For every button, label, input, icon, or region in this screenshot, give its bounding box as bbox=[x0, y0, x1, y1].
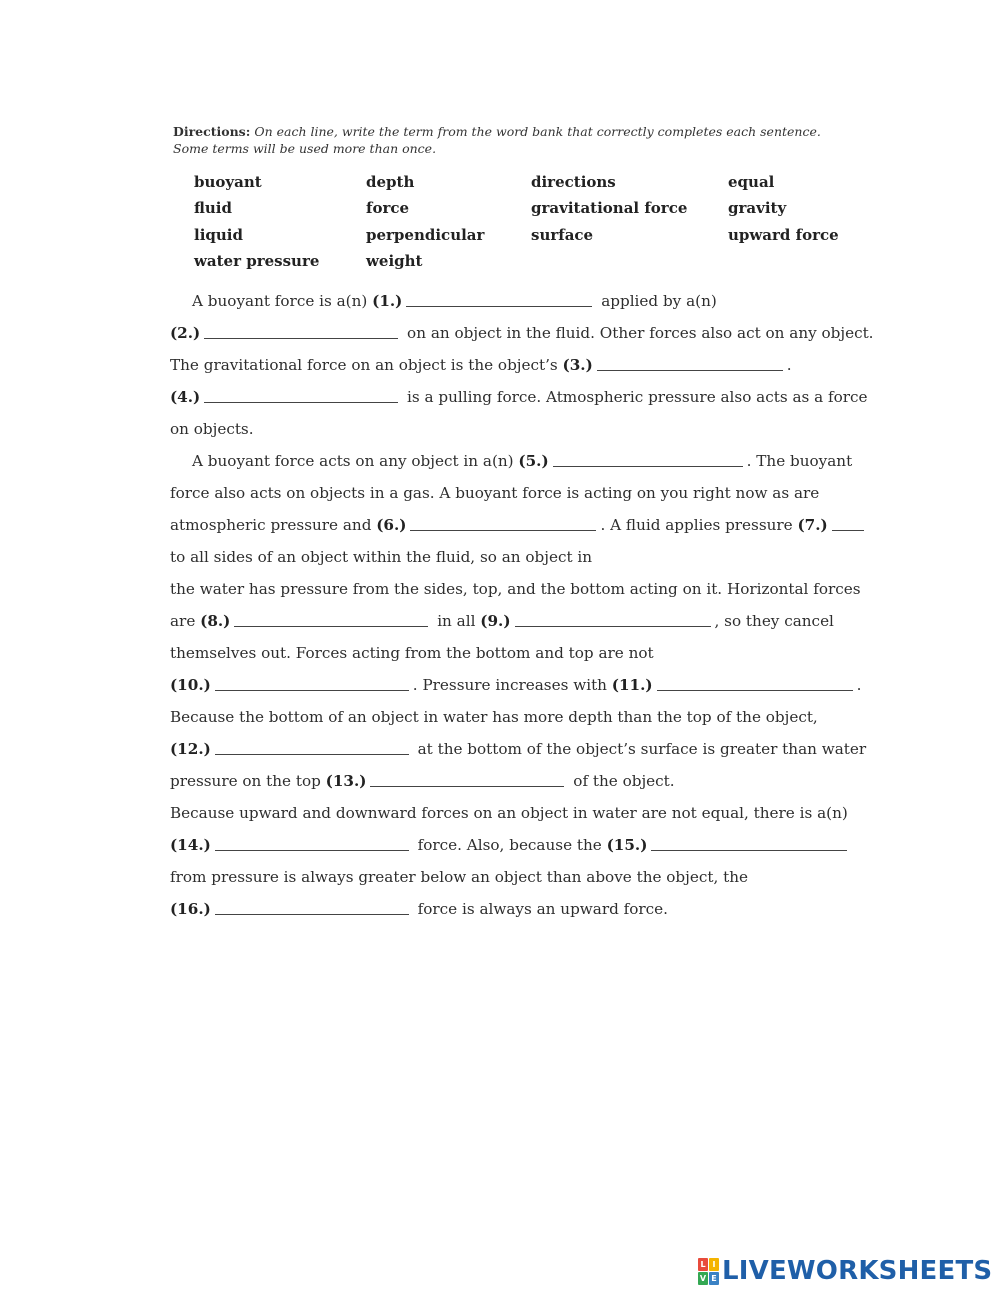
item-number: (15.) bbox=[606, 836, 648, 854]
item-number: (9.) bbox=[480, 612, 511, 630]
answer-blank-14[interactable] bbox=[215, 836, 409, 851]
text: force is always an upward force. bbox=[412, 900, 668, 918]
text: applied by a(n) bbox=[596, 292, 717, 310]
logo-mark-letter: L bbox=[698, 1258, 708, 1271]
text: of the object. bbox=[568, 772, 675, 790]
answer-blank-2[interactable] bbox=[204, 324, 398, 339]
text: Because the bottom of an object in water has more depth than the top of the object, bbox=[170, 708, 818, 726]
answer-blank-10[interactable] bbox=[215, 676, 409, 691]
passage-line bbox=[170, 419, 254, 439]
item-number: (1.) bbox=[372, 292, 403, 310]
text: . bbox=[856, 676, 862, 694]
item-number: (7.) bbox=[797, 516, 828, 534]
answer-blank-1[interactable] bbox=[406, 292, 592, 307]
passage-line bbox=[170, 483, 819, 503]
word-bank-item: buoyant bbox=[194, 173, 262, 191]
item-number: (11.) bbox=[611, 676, 653, 694]
passage-line bbox=[170, 355, 792, 375]
passage-line bbox=[170, 387, 868, 407]
item-number: (2.) bbox=[170, 324, 201, 342]
item-number: (10.) bbox=[170, 676, 211, 694]
logo-mark-letter: I bbox=[709, 1258, 719, 1271]
passage-line bbox=[170, 707, 818, 727]
text: . bbox=[786, 356, 792, 374]
text: The gravitational force on an object is the object’s bbox=[170, 356, 563, 374]
answer-blank-5[interactable] bbox=[553, 452, 743, 467]
text: on objects. bbox=[170, 420, 254, 438]
answer-blank-15[interactable] bbox=[651, 836, 847, 851]
text: themselves out. Forces acting from the bottom and top are not bbox=[170, 644, 654, 662]
word-bank-item: gravitational force bbox=[531, 199, 688, 217]
text: from pressure is always greater below an object than above the object, the bbox=[170, 868, 748, 886]
text: , so they cancel bbox=[714, 612, 834, 630]
text: Because upward and downward forces on an object in water are not equal, there is a(n) bbox=[170, 804, 848, 822]
word-bank-item: surface bbox=[531, 226, 594, 244]
answer-blank-7[interactable] bbox=[832, 516, 864, 531]
word-bank-item: equal bbox=[728, 173, 775, 191]
passage-line bbox=[192, 451, 852, 471]
answer-blank-8[interactable] bbox=[234, 612, 428, 627]
passage-line bbox=[170, 771, 675, 791]
text: to all sides of an object within the fluid, so an object in bbox=[170, 548, 593, 566]
text: in all bbox=[432, 612, 481, 630]
word-bank-item: force bbox=[366, 199, 410, 217]
passage-line bbox=[170, 643, 654, 663]
passage-line bbox=[170, 835, 851, 855]
item-number: (14.) bbox=[170, 836, 211, 854]
directions-text: On each line, write the term from the word bank that correctly completes each sentence. Some terms will be used more than once. bbox=[173, 124, 821, 156]
text: pressure on the top bbox=[170, 772, 326, 790]
directions bbox=[173, 123, 833, 157]
logo-mark-icon bbox=[698, 1258, 719, 1285]
passage-line bbox=[170, 323, 874, 343]
item-number: (6.) bbox=[376, 516, 407, 534]
passage-line bbox=[170, 611, 834, 631]
text: at the bottom of the object’s surface is greater than water bbox=[412, 740, 867, 758]
passage-line bbox=[170, 867, 748, 887]
item-number: (12.) bbox=[170, 740, 211, 758]
logo-text: LIVEWORKSHEETS bbox=[722, 1256, 993, 1286]
answer-blank-3[interactable] bbox=[597, 356, 783, 371]
text: . Pressure increases with bbox=[412, 676, 612, 694]
logo-mark-letter: V bbox=[699, 1273, 707, 1283]
text: atmospheric pressure and bbox=[170, 516, 377, 534]
word-bank-item: depth bbox=[366, 173, 415, 191]
answer-blank-6[interactable] bbox=[410, 516, 596, 531]
passage-line bbox=[170, 515, 868, 535]
word-bank-item: gravity bbox=[728, 199, 787, 217]
item-number: (16.) bbox=[170, 900, 211, 918]
item-number: (8.) bbox=[200, 612, 231, 630]
passage-line bbox=[170, 739, 866, 759]
text: . The buoyant bbox=[746, 452, 853, 470]
answer-blank-16[interactable] bbox=[215, 900, 409, 915]
passage-line bbox=[170, 675, 861, 695]
answer-blank-13[interactable] bbox=[370, 772, 564, 787]
word-bank-item: directions bbox=[531, 173, 616, 191]
item-number: (4.) bbox=[170, 388, 201, 406]
word-bank-item: weight bbox=[366, 252, 423, 270]
text: A buoyant force acts on any object in a(n) bbox=[192, 452, 519, 470]
word-bank-item: perpendicular bbox=[366, 226, 485, 244]
text: . A fluid applies pressure bbox=[600, 516, 798, 534]
answer-blank-4[interactable] bbox=[204, 388, 398, 403]
word-bank-item: upward force bbox=[728, 226, 839, 244]
passage-line bbox=[170, 803, 848, 823]
answer-blank-12[interactable] bbox=[215, 740, 409, 755]
liveworksheets-logo bbox=[698, 1257, 992, 1285]
text: on an object in the fluid. Other forces also act on any object. bbox=[402, 324, 874, 342]
item-number: (5.) bbox=[518, 452, 549, 470]
text: force also acts on objects in a gas. A buoyant force is acting on you right now as are bbox=[170, 484, 820, 502]
word-bank-item: liquid bbox=[194, 226, 243, 244]
passage-line bbox=[192, 291, 717, 311]
logo-mark-letter: E bbox=[709, 1272, 719, 1285]
passage-line bbox=[170, 547, 592, 567]
answer-blank-11[interactable] bbox=[657, 676, 853, 691]
passage-line bbox=[170, 579, 861, 599]
word-bank-item: fluid bbox=[194, 199, 232, 217]
answer-blank-9[interactable] bbox=[515, 612, 711, 627]
text: is a pulling force. Atmospheric pressure also acts as a force bbox=[402, 388, 868, 406]
text: are bbox=[170, 612, 201, 630]
item-number: (13.) bbox=[325, 772, 367, 790]
directions-label: Directions: bbox=[173, 124, 251, 139]
item-number: (3.) bbox=[562, 356, 593, 374]
word-bank-item: water pressure bbox=[194, 252, 320, 270]
text: A buoyant force is a(n) bbox=[192, 292, 373, 310]
text: the water has pressure from the sides, top, and the bottom acting on it. Horizontal forces bbox=[170, 580, 861, 598]
text: force. Also, because the bbox=[412, 836, 607, 854]
passage-line bbox=[170, 899, 668, 919]
